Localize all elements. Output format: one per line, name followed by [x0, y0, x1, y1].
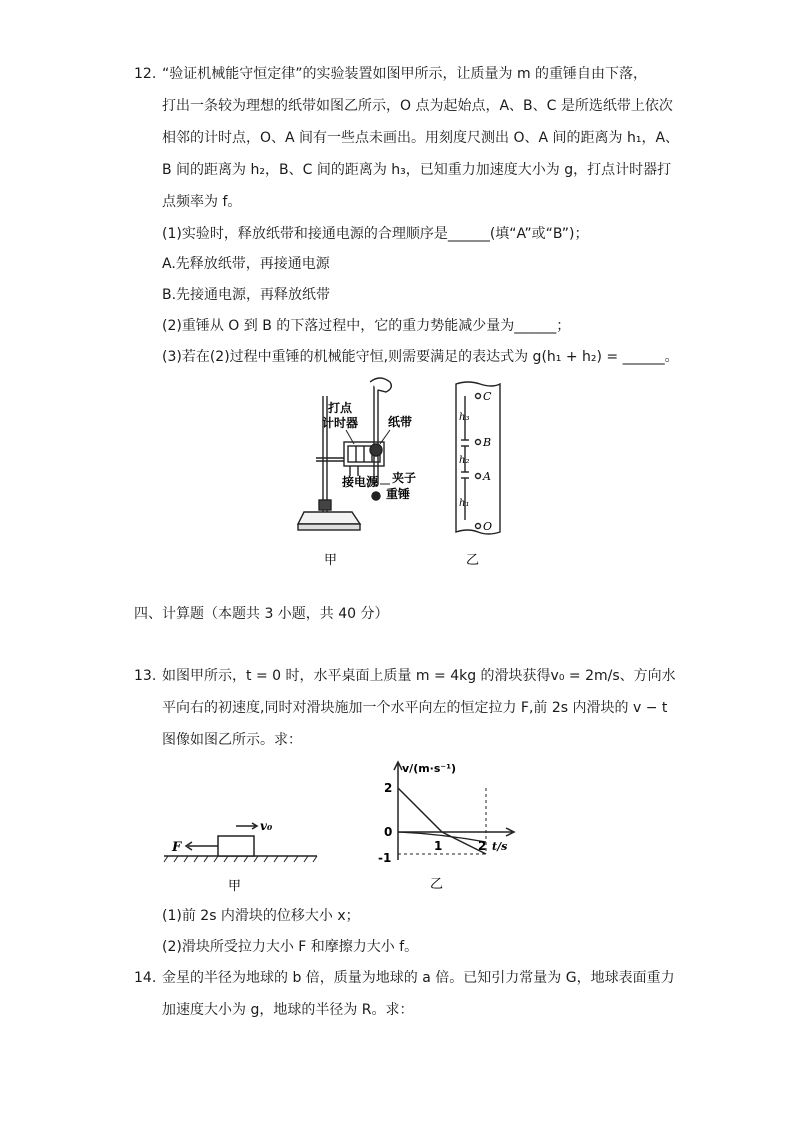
q12-line-2: 打出一条较为理想的纸带如图乙所示，O 点为起始点，A、B、C 是所选纸带上依次 [162, 98, 673, 114]
q12-option-a: A.先释放纸带，再接通电源 [162, 256, 330, 272]
q14-number: 14. [134, 970, 157, 986]
tape-label-h2: h₂ [459, 455, 470, 466]
q12-line-1: “验证机械能守恒定律”的实验装置如图甲所示，让质量为 m 的重锤自由下落， [162, 66, 648, 82]
apparatus-label-power: 接电源 [342, 475, 379, 489]
section-4-heading: 四、计算题（本题共 3 小题，共 40 分） [134, 606, 389, 622]
apparatus-label-timer-2: 计时器 [322, 416, 359, 430]
q13-line-3: 图像如图乙所示。求： [162, 732, 302, 748]
q12-number: 12. [134, 66, 157, 82]
q12-option-b: B.先接通电源，再释放纸带 [162, 287, 331, 303]
chart-y-tick-neg1: -1 [378, 851, 392, 865]
tape-point-b: B [483, 436, 492, 449]
apparatus-caption: 甲 [324, 553, 338, 568]
chart-caption: 乙 [430, 877, 444, 892]
chart-x-tick-1: 1 [434, 839, 443, 853]
q12-tape-figure [440, 380, 520, 572]
q12-line-3: 相邻的计时点，O、A 间有一些点未画出。用刻度尺测出 O、A 间的距离为 h₁，A、 [162, 130, 680, 146]
q14-line-2: 加速度大小为 g，地球的半径为 R。求： [162, 1002, 414, 1018]
q14-line-1: 金星的半径为地球的 b 倍，质量为地球的 a 倍。已知引力常量为 G，地球表面重力 [162, 970, 675, 986]
tape-point-o: O [483, 520, 493, 533]
tape-label-h3: h₃ [459, 412, 470, 423]
q13-sub-1: (1)前 2s 内滑块的位移大小 x； [162, 908, 360, 924]
q13-number: 13. [134, 668, 157, 684]
block-label-v0: v₀ [260, 819, 273, 833]
apparatus-label-weight: 重锤 [386, 487, 411, 501]
q13-vt-chart [364, 756, 524, 896]
chart-y-tick-2: 2 [384, 781, 393, 795]
block-caption: 甲 [228, 879, 242, 894]
q13-line-2: 平向右的初速度,同时对滑块施加一个水平向左的恒定拉力 F,前 2s 内滑块的 v − t [162, 700, 668, 716]
apparatus-label-tape: 纸带 [388, 415, 413, 429]
q13-block-figure [162, 810, 322, 896]
tape-caption: 乙 [466, 553, 480, 568]
q12-sub-3: (3)若在(2)过程中重锤的机械能守恒,则需要满足的表达式为 g(h₁ + h₂) = ______。 [162, 349, 679, 365]
tape-label-h1: h₁ [459, 498, 470, 509]
q13-line-1: 如图甲所示，t = 0 时，水平桌面上质量 m = 4kg 的滑块获得v₀ = 2m/s、方向水 [162, 668, 676, 684]
q12-sub-2: (2)重锤从 O 到 B 的下落过程中，它的重力势能减少量为______； [162, 318, 571, 334]
q12-line-5: 点频率为 f。 [162, 194, 242, 210]
apparatus-label-clip: 夹子 [392, 471, 417, 485]
chart-y-label: v/(m·s⁻¹) [402, 762, 457, 775]
q13-sub-2: (2)滑块所受拉力大小 F 和摩擦力大小 f。 [162, 939, 419, 955]
tape-point-a: A [483, 470, 491, 483]
q12-sub-1: (1)实验时，释放纸带和接通电源的合理顺序是______(填“A”或“B”)； [162, 226, 589, 242]
chart-x-tick-2: 2 [478, 839, 487, 853]
tape-point-c: C [483, 390, 492, 403]
block-label-f: F [172, 840, 182, 855]
q12-line-4: B 间的距离为 h₂，B、C 间的距离为 h₃，已知重力加速度大小为 g，打点计时器打 [162, 162, 672, 178]
apparatus-label-timer-1: 打点 [328, 401, 353, 415]
q12-apparatus-figure [290, 372, 440, 572]
chart-y-tick-0: 0 [384, 825, 393, 839]
chart-x-label: t/s [492, 840, 508, 853]
